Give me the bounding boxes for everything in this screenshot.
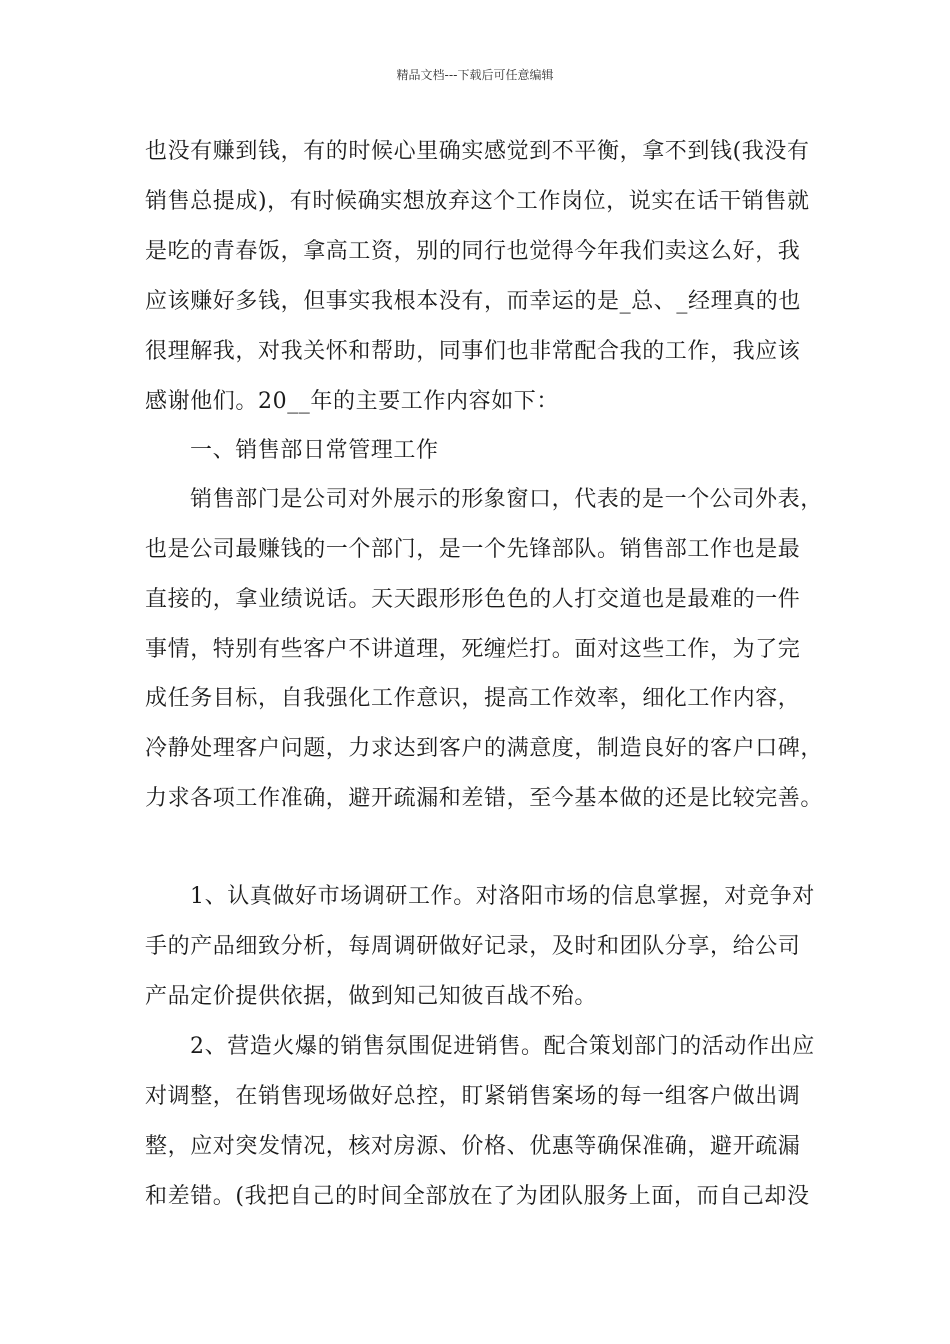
section-heading: 一、销售部日常管理工作: [190, 438, 439, 463]
text-line: 成任务目标，自我强化工作意识，提高工作效率，细化工作内容，: [145, 686, 801, 711]
text-line: 销售部门是公司对外展示的形象窗口，代表的是一个公司外表，: [190, 487, 823, 512]
text-line: 感谢他们。20__年的主要工作内容如下：: [145, 389, 559, 414]
text-line: 是吃的青春饭，拿高工资，别的同行也觉得今年我们卖这么好，我: [145, 239, 801, 264]
text-line: 也没有赚到钱，有的时候心里确实感觉到不平衡，拿不到钱(我没有: [145, 139, 810, 164]
text-line: 整，应对突发情况，核对房源、价格、优惠等确保准确，避开疏漏: [145, 1134, 801, 1159]
text-line: 产品定价提供依据，做到知己知彼百战不殆。: [145, 984, 598, 1009]
text-line: 直接的，拿业绩说话。天天跟形形色色的人打交道也是最难的一件: [145, 587, 801, 612]
text-line: 和差错。(我把自己的时间全部放在了为团队服务上面，而自己却没: [145, 1184, 810, 1209]
text-line: 手的产品细致分析，每周调研做好记录，及时和团队分享，给公司: [145, 934, 801, 959]
page-header: 精品文档---下载后可任意编辑: [396, 68, 554, 82]
text-line: 事情，特别有些客户不讲道理，死缠烂打。面对这些工作，为了完: [145, 637, 801, 662]
text-line: 对调整，在销售现场做好总控，盯紧销售案场的每一组客户做出调: [145, 1084, 801, 1109]
text-line: 销售总提成)，有时候确实想放弃这个工作岗位，说实在话干销售就: [145, 189, 810, 214]
list-item: 1、认真做好市场调研工作。对洛阳市场的信息掌握，对竞争对: [190, 884, 815, 909]
text-line: 冷静处理客户问题，力求达到客户的满意度，制造良好的客户口碑，: [145, 736, 824, 761]
text-line: 应该赚好多钱，但事实我根本没有，而幸运的是_总、_经理真的也: [145, 289, 802, 314]
text-line: 也是公司最赚钱的一个部门，是一个先锋部队。销售部工作也是最: [145, 537, 801, 562]
text-line: 很理解我，对我关怀和帮助，同事们也非常配合我的工作，我应该: [145, 339, 801, 364]
text-line: 力求各项工作准确，避开疏漏和差错，至今基本做的还是比较完善。: [145, 786, 824, 811]
list-item: 2、营造火爆的销售氛围促进销售。配合策划部门的活动作出应: [190, 1034, 815, 1059]
